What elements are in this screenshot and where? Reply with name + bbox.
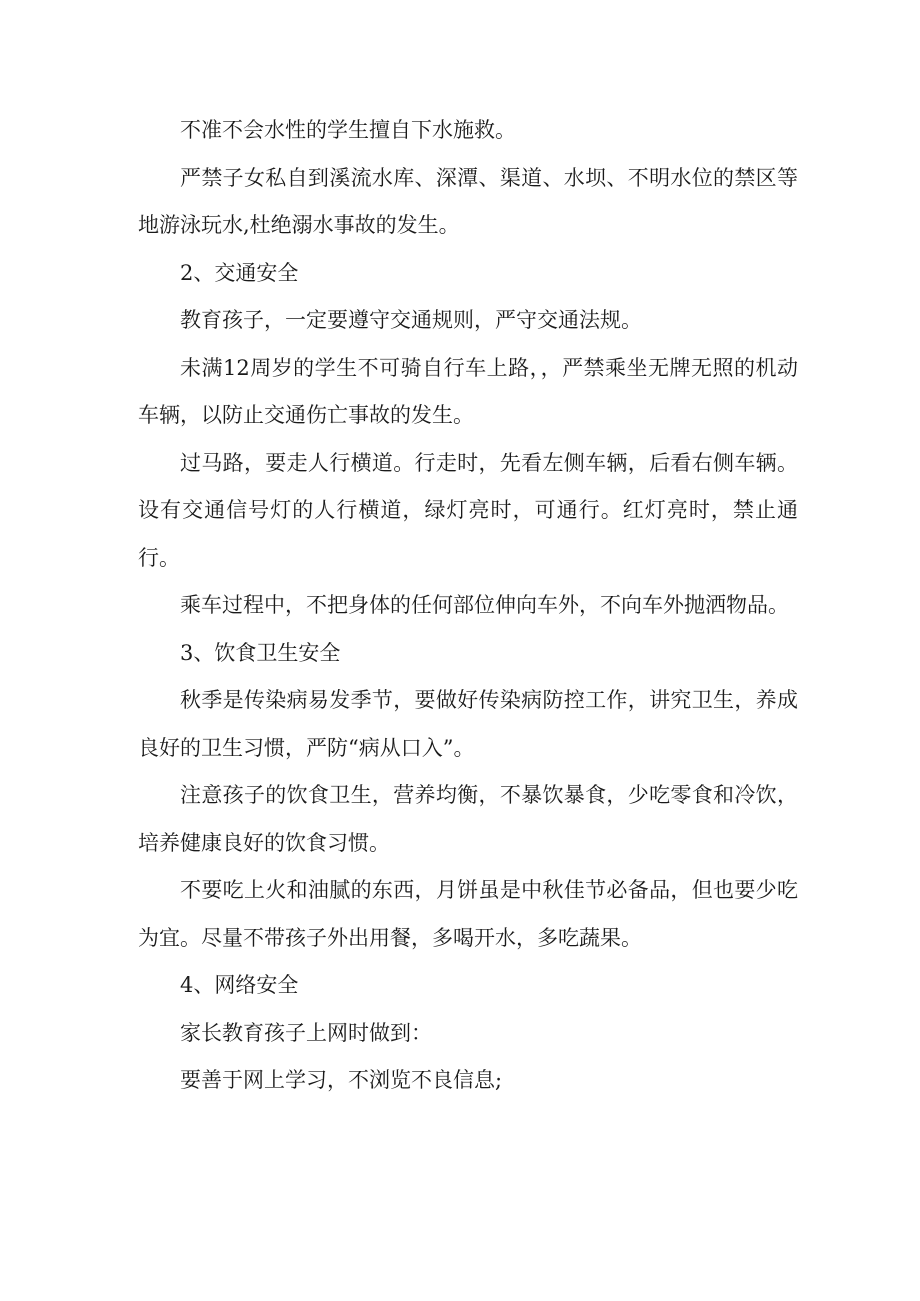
paragraph-diet-hygiene: 注意孩子的饮食卫生，营养均衡，不暴饮暴食，少吃零食和冷饮，培养健康良好的饮食习惯。	[138, 783, 798, 855]
paragraph-swimming-ban: 严禁子女私自到溪流水库、深潭、渠道、水坝、不明水位的禁区等地游泳玩水,杜绝溺水事故的发生。	[138, 165, 798, 237]
paragraph-online-learning: 要善于网上学习，不浏览不良信息;	[180, 1068, 503, 1092]
section-heading-traffic-safety: 2、交通安全	[180, 260, 299, 285]
paragraph-crossing-road: 过马路，要走人行横道。行走时，先看左侧车辆，后看右侧车辆。设有交通信号灯的人行横道，绿灯亮时，可通行。红灯亮时，禁止通行。	[138, 450, 798, 570]
paragraph-parent-guidance: 家长教育孩子上网时做到：	[180, 1020, 432, 1045]
paragraph-drowning-rescue: 不准不会水性的学生擅自下水施救。	[180, 118, 516, 142]
paragraph-autumn-disease: 秋季是传染病易发季节，要做好传染病防控工作，讲究卫生，养成良好的卫生习惯，严防“病从口入”。	[138, 688, 798, 760]
document-body	[138, 107, 798, 1105]
section-heading-food-safety: 3、饮食卫生安全	[180, 640, 341, 665]
paragraph-mooncake: 不要吃上火和油腻的东西，月饼虽是中秋佳节必备品，但也要少吃为宜。尽量不带孩子外出用餐，多喝开水，多吃蔬果。	[138, 878, 798, 950]
paragraph-bicycle-age: 未满12周岁的学生不可骑自行车上路，，严禁乘坐无牌无照的机动车辆，以防止交通伤亡事故的发生。	[138, 355, 798, 427]
paragraph-traffic-rules: 教育孩子，一定要遵守交通规则，严守交通法规。	[180, 308, 642, 332]
paragraph-riding-vehicle: 乘车过程中，不把身体的任何部位伸向车外，不向车外抛洒物品。	[180, 593, 789, 617]
section-heading-internet-safety: 4、网络安全	[180, 973, 299, 997]
